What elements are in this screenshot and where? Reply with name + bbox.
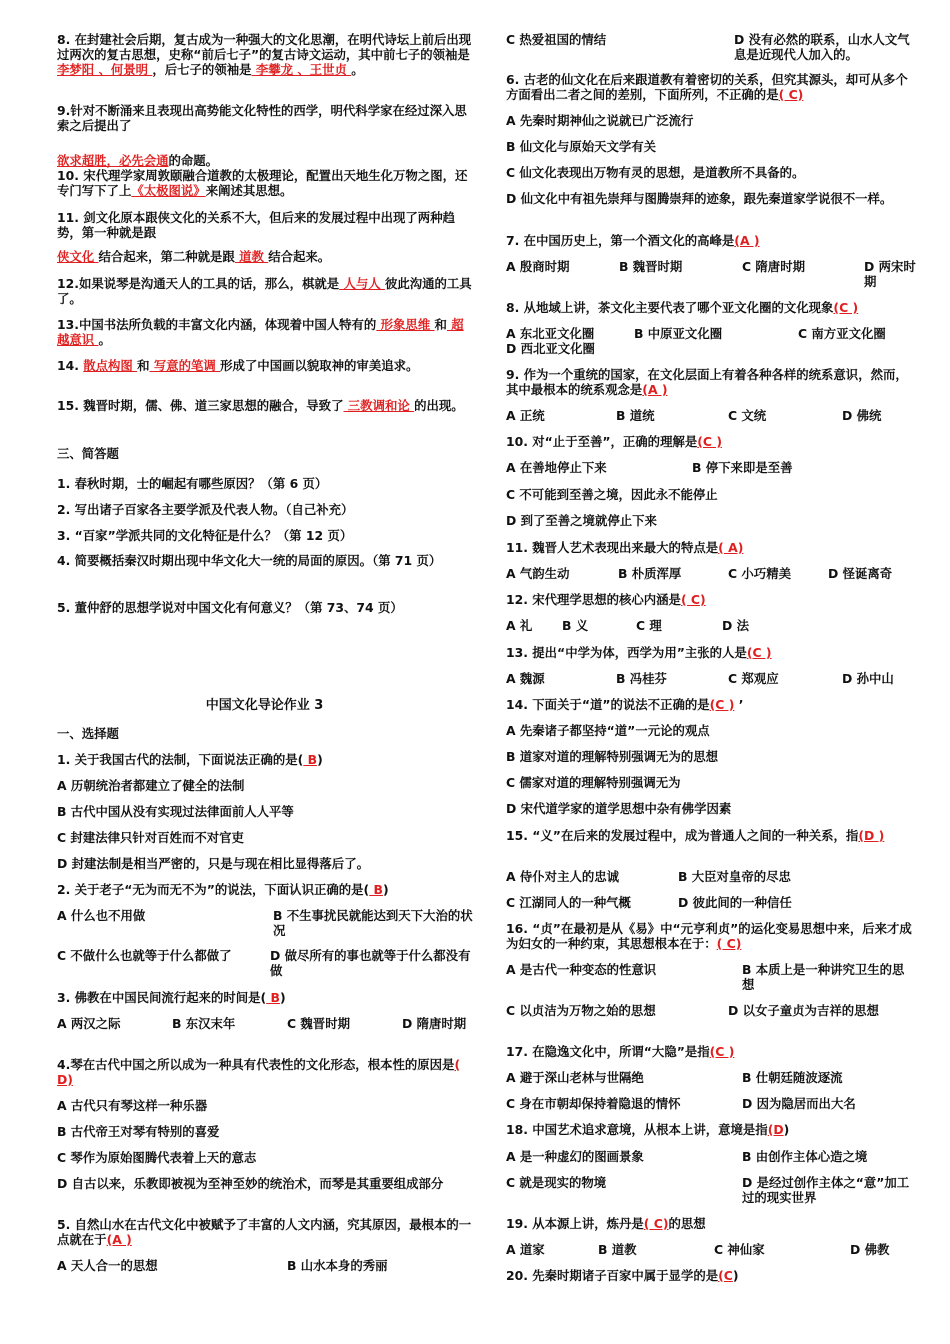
option: A 礼 bbox=[506, 618, 533, 633]
option: A 先秦诸子都坚持“道”一元论的观点 bbox=[506, 723, 710, 738]
option: C 魏晋时期 bbox=[287, 1016, 350, 1031]
mc-q18: 18. 中国艺术追求意境，从根本上讲，意境是指(D) bbox=[506, 1122, 790, 1137]
answer: ( C) bbox=[778, 87, 804, 102]
mc-q1: 1. 关于我国古代的法制，下面说法正确的是( B) bbox=[57, 752, 323, 767]
mc-q7: 7. 在中国历史上，第一个酒文化的高峰是(A ) bbox=[506, 233, 760, 248]
mc-q14: 14. 下面关于“道”的说法不正确的是(C ) ’ bbox=[506, 697, 744, 712]
fill-q8: 8. 在封建社会后期，复古成为一种强大的文化思潮，在明代诗坛上前后出现过两次的复古思想，史称“前后七子”的复古诗文运动，其中前七子的领袖是 李梦阳 、何景明 ，后七子的领袖是 李攀龙 、王世贞 。 bbox=[57, 32, 472, 77]
option: C 不可能到至善之境，因此永不能停止 bbox=[506, 487, 718, 502]
answer: (A ) bbox=[642, 382, 668, 397]
fill-q12: 12.如果说琴是沟通天人的工具的话，那么，棋就是 人与人 彼此沟通的工具了。 bbox=[57, 276, 472, 306]
answer: ( C) bbox=[680, 592, 706, 607]
answer: 道教 bbox=[234, 249, 269, 264]
option: A 先秦时期神仙之说就已广泛流行 bbox=[506, 113, 694, 128]
option: C 仙文化表现出万物有灵的思想，是道教所不具备的。 bbox=[506, 165, 805, 180]
answer: 三教调和论 bbox=[343, 398, 415, 413]
mc-q4: 4.琴在古代中国之所以成为一种具有代表性的文化形态，根本性的原因是( D) bbox=[57, 1057, 461, 1087]
option: C 热爱祖国的情结 bbox=[506, 32, 607, 47]
mc-q2: 2. 关于老子“无为而无不为”的说法，下面认识正确的是( B) bbox=[57, 882, 389, 897]
option: A 避于深山老林与世隔绝 bbox=[506, 1070, 644, 1085]
option: B 道教 bbox=[598, 1242, 637, 1257]
answer: 形象思维 bbox=[376, 317, 435, 332]
fill-q11: 11. 剑文化原本跟侠文化的关系不大，但后来的发展过程中出现了两种趋势，第一种就是跟 bbox=[57, 210, 455, 240]
option: C 江湖同人的一种气概 bbox=[506, 895, 631, 910]
option: D 西北亚文化圈 bbox=[506, 341, 595, 356]
option: C 文统 bbox=[728, 408, 767, 423]
fill-q14: 14. 散点构图 和 写意的笔调 形成了中国画以貌取神的审美追求。 bbox=[57, 358, 419, 373]
option: C 神仙家 bbox=[714, 1242, 765, 1257]
fill-q9: 9.针对不断涌来且表现出高势能文化特性的西学，明代科学家在经过深入思索之后提出了 欲求超胜，必先会通的命题。 bbox=[57, 103, 467, 168]
option: C 就是现实的物境 bbox=[506, 1175, 607, 1190]
section-heading: 三、简答题 bbox=[57, 446, 119, 461]
mc-q6: 6. 古老的仙文化在后来跟道教有着密切的关系，但究其源头，却可从多个方面看出二者之间的差别，下面所列，不正确的是( C) bbox=[506, 72, 908, 102]
answer: ( D) bbox=[57, 1057, 461, 1087]
option: B 中原亚文化圈 bbox=[634, 326, 723, 341]
option: D 隋唐时期 bbox=[402, 1016, 467, 1031]
option: D 宋代道学家的道学思想中杂有佛学因素 bbox=[506, 801, 732, 816]
short-q1: 1. 春秋时期，士的崛起有哪些原因？（第 6 页） bbox=[57, 476, 328, 491]
option: A 历朝统治者都建立了健全的法制 bbox=[57, 778, 245, 793]
answer: (C ) bbox=[833, 300, 859, 315]
option: A 东北亚文化圈 bbox=[506, 326, 595, 341]
option: C 琴作为原始图腾代表着上天的意志 bbox=[57, 1150, 257, 1165]
answer: 人与人 bbox=[339, 276, 385, 291]
answer: B bbox=[266, 990, 280, 1005]
option: C 小巧精美 bbox=[728, 566, 791, 581]
option: D 仙文化中有祖先崇拜与图腾崇拜的迹象，跟先秦道家学说很不一样。 bbox=[506, 191, 893, 206]
option: D 到了至善之境就停止下来 bbox=[506, 513, 657, 528]
answer: B bbox=[303, 752, 318, 767]
option: B 东汉末年 bbox=[172, 1016, 236, 1031]
fill-q11-cont: 侠文化 结合起来，第二种就是跟 道教 结合起来。 bbox=[57, 249, 331, 264]
answer: 散点构图 bbox=[83, 358, 138, 373]
mc-q16: 16. “贞”在最初是从《易》中“元亨利贞”的运化变易思想中来，后来才成为妇女的一种约束，其思想根本在于：( C) bbox=[506, 921, 912, 951]
option: D 没有必然的联系，山水人文气息是近现代人加入的。 bbox=[734, 32, 910, 62]
option: D 佛统 bbox=[842, 408, 882, 423]
answer: (D ) bbox=[858, 828, 885, 843]
option: B 道家对道的理解特别强调无为的思想 bbox=[506, 749, 719, 764]
mc-q11: 11. 魏晋人艺术表现出来最大的特点是( A) bbox=[506, 540, 744, 555]
option: B 由创作主体心造之境 bbox=[742, 1149, 868, 1164]
answer: ( C) bbox=[643, 1216, 669, 1231]
option: D 佛教 bbox=[850, 1242, 890, 1257]
option: B 魏晋时期 bbox=[619, 259, 683, 274]
answer: 欲求超胜，必先会通 bbox=[57, 153, 169, 168]
option: A 什么也不用做 bbox=[57, 908, 146, 923]
option: D 因为隐居而出大名 bbox=[742, 1096, 856, 1111]
option: C 以贞洁为万物之始的思想 bbox=[506, 1003, 656, 1018]
option: A 是古代一种变态的性意识 bbox=[506, 962, 657, 977]
answer: 写意的笔调 bbox=[149, 358, 221, 373]
fill-q13: 13.中国书法所负载的丰富文化内涵，体现着中国人特有的 形象思维 和 超越意识 。 bbox=[57, 317, 464, 347]
option: B 大臣对皇帝的尽忠 bbox=[678, 869, 791, 884]
option: A 天人合一的思想 bbox=[57, 1258, 158, 1273]
short-q2: 2. 写出诸子百家各主要学派及代表人物。（自己补充） bbox=[57, 502, 354, 517]
option: D 自古以来，乐教即被视为至神至妙的统治术，而琴是其重要组成部分 bbox=[57, 1176, 444, 1191]
answer: (A ) bbox=[734, 233, 760, 248]
option: C 不做什么也就等于什么都做了 bbox=[57, 948, 232, 963]
mc-q8: 8. 从地域上讲，茶文化主要代表了哪个亚文化圈的文化现象(C ) bbox=[506, 300, 859, 315]
mc-q17: 17. 在隐逸文化中，所谓“大隐”是指(C ) bbox=[506, 1044, 735, 1059]
option: B 冯桂芬 bbox=[616, 671, 667, 686]
answer: (C ) bbox=[709, 1044, 735, 1059]
option: C 身在市朝却保持着隐退的情怀 bbox=[506, 1096, 681, 1111]
answer: 李梦阳 、何景明 bbox=[57, 62, 153, 77]
page-title: 中国文化导论作业 3 bbox=[205, 698, 324, 713]
mc-q19: 19. 从本源上讲，炼丹是( C)的思想 bbox=[506, 1216, 706, 1231]
short-q5: 5. 董仲舒的思想学说对中国文化有何意义？（第 73、74 页） bbox=[57, 600, 403, 615]
option: B 义 bbox=[562, 618, 589, 633]
option: B 停下来即是至善 bbox=[692, 460, 793, 475]
option: C 郑观应 bbox=[728, 671, 779, 686]
short-q3: 3. “百家”学派共同的文化特征是什么？（第 12 页） bbox=[57, 528, 353, 543]
short-q4: 4. 简要概括秦汉时期出现中华文化大一统的局面的原因。（第 71 页） bbox=[57, 553, 442, 568]
answer: 李攀龙 、王世贞 bbox=[251, 62, 352, 77]
mc-q20: 20. 先秦时期诸子百家中属于显学的是(C) bbox=[506, 1268, 739, 1283]
option: A 在善地停止下来 bbox=[506, 460, 607, 475]
option: C 儒家对道的理解特别强调无为 bbox=[506, 775, 681, 790]
option: D 以女子童贞为吉祥的思想 bbox=[728, 1003, 879, 1018]
mc-q12: 12. 宋代理学思想的核心内涵是( C) bbox=[506, 592, 706, 607]
option: B 道统 bbox=[616, 408, 655, 423]
option: A 古代只有琴这样一种乐器 bbox=[57, 1098, 208, 1113]
answer: 侠文化 bbox=[57, 249, 99, 264]
option: C 南方亚文化圈 bbox=[798, 326, 886, 341]
option: D 两宋时期 bbox=[864, 259, 916, 289]
option: D 法 bbox=[722, 618, 749, 633]
option: A 侍仆对主人的忠诚 bbox=[506, 869, 620, 884]
option: B 山水本身的秀丽 bbox=[287, 1258, 388, 1273]
mc-q9: 9. 作为一个重统的国家，在文化层面上有着各种各样的统系意识，然而，其中最根本的统系观念是(A ) bbox=[506, 367, 908, 397]
fill-q10: 10. 宋代理学家周敦颐融合道教的太极理论，配置出天地生化万物之图，还专门写下了上《太极图说》来阐述其思想。 bbox=[57, 168, 468, 198]
option: D 做尽所有的事也就等于什么都没有做 bbox=[270, 948, 471, 978]
option: D 孙中山 bbox=[842, 671, 894, 686]
option: A 是一种虚幻的图画景象 bbox=[506, 1149, 644, 1164]
mc-q13: 13. 提出“中学为体，西学为用”主张的人是(C ) bbox=[506, 645, 772, 660]
option: D 封建法制是相当严密的，只是与现在相比显得落后了。 bbox=[57, 856, 369, 871]
answer: (A ) bbox=[106, 1232, 132, 1247]
option: A 正统 bbox=[506, 408, 545, 423]
answer: ( C) bbox=[716, 936, 742, 951]
option: A 道家 bbox=[506, 1242, 545, 1257]
option: C 封建法律只针对百姓而不对官吏 bbox=[57, 830, 244, 845]
answer: (C bbox=[718, 1268, 733, 1283]
answer: (C ) bbox=[709, 697, 735, 712]
option: B 不生事扰民就能达到天下大治的状况 bbox=[273, 908, 473, 938]
section-heading: 一、选择题 bbox=[57, 726, 119, 741]
option: D 彼此间的一种信任 bbox=[678, 895, 792, 910]
answer: 超越意识 bbox=[57, 317, 464, 347]
option: D 怪诞离奇 bbox=[828, 566, 893, 581]
option: B 古代帝王对琴有特别的喜爱 bbox=[57, 1124, 220, 1139]
answer: 《太极图说》 bbox=[131, 183, 206, 198]
answer: B bbox=[369, 882, 383, 897]
answer: ( A) bbox=[718, 540, 744, 555]
option: C 隋唐时期 bbox=[742, 259, 805, 274]
option: A 气韵生动 bbox=[506, 566, 570, 581]
mc-q15: 15. “义”在后来的发展过程中，成为普通人之间的一种关系，指(D ) bbox=[506, 828, 885, 843]
option: A 两汉之际 bbox=[57, 1016, 121, 1031]
option: A 魏源 bbox=[506, 671, 545, 686]
mc-q5: 5. 自然山水在古代文化中被赋予了丰富的人文内涵，究其原因，最根本的一点就在于(A ) bbox=[57, 1217, 472, 1247]
answer: (C ) bbox=[746, 645, 772, 660]
option: B 本质上是一种讲究卫生的思想 bbox=[742, 962, 905, 992]
option: B 仙文化与原始天文学有关 bbox=[506, 139, 657, 154]
option: B 古代中国从没有实现过法律面前人人平等 bbox=[57, 804, 294, 819]
option: A 殷商时期 bbox=[506, 259, 570, 274]
option: B 仕朝廷随波逐流 bbox=[742, 1070, 843, 1085]
fill-q15: 15. 魏晋时期，儒、佛、道三家思想的融合，导致了 三教调和论 的出现。 bbox=[57, 398, 464, 413]
option: B 朴质浑厚 bbox=[618, 566, 682, 581]
option: D 是经过创作主体之“意”加工过的现实世界 bbox=[742, 1175, 910, 1205]
mc-q3: 3. 佛教在中国民间流行起来的时间是( B) bbox=[57, 990, 286, 1005]
option: C 理 bbox=[636, 618, 662, 633]
answer: (D bbox=[767, 1122, 784, 1137]
answer: (C ) bbox=[697, 434, 722, 449]
mc-q10: 10. 对“止于至善”，正确的理解是(C ) bbox=[506, 434, 722, 449]
